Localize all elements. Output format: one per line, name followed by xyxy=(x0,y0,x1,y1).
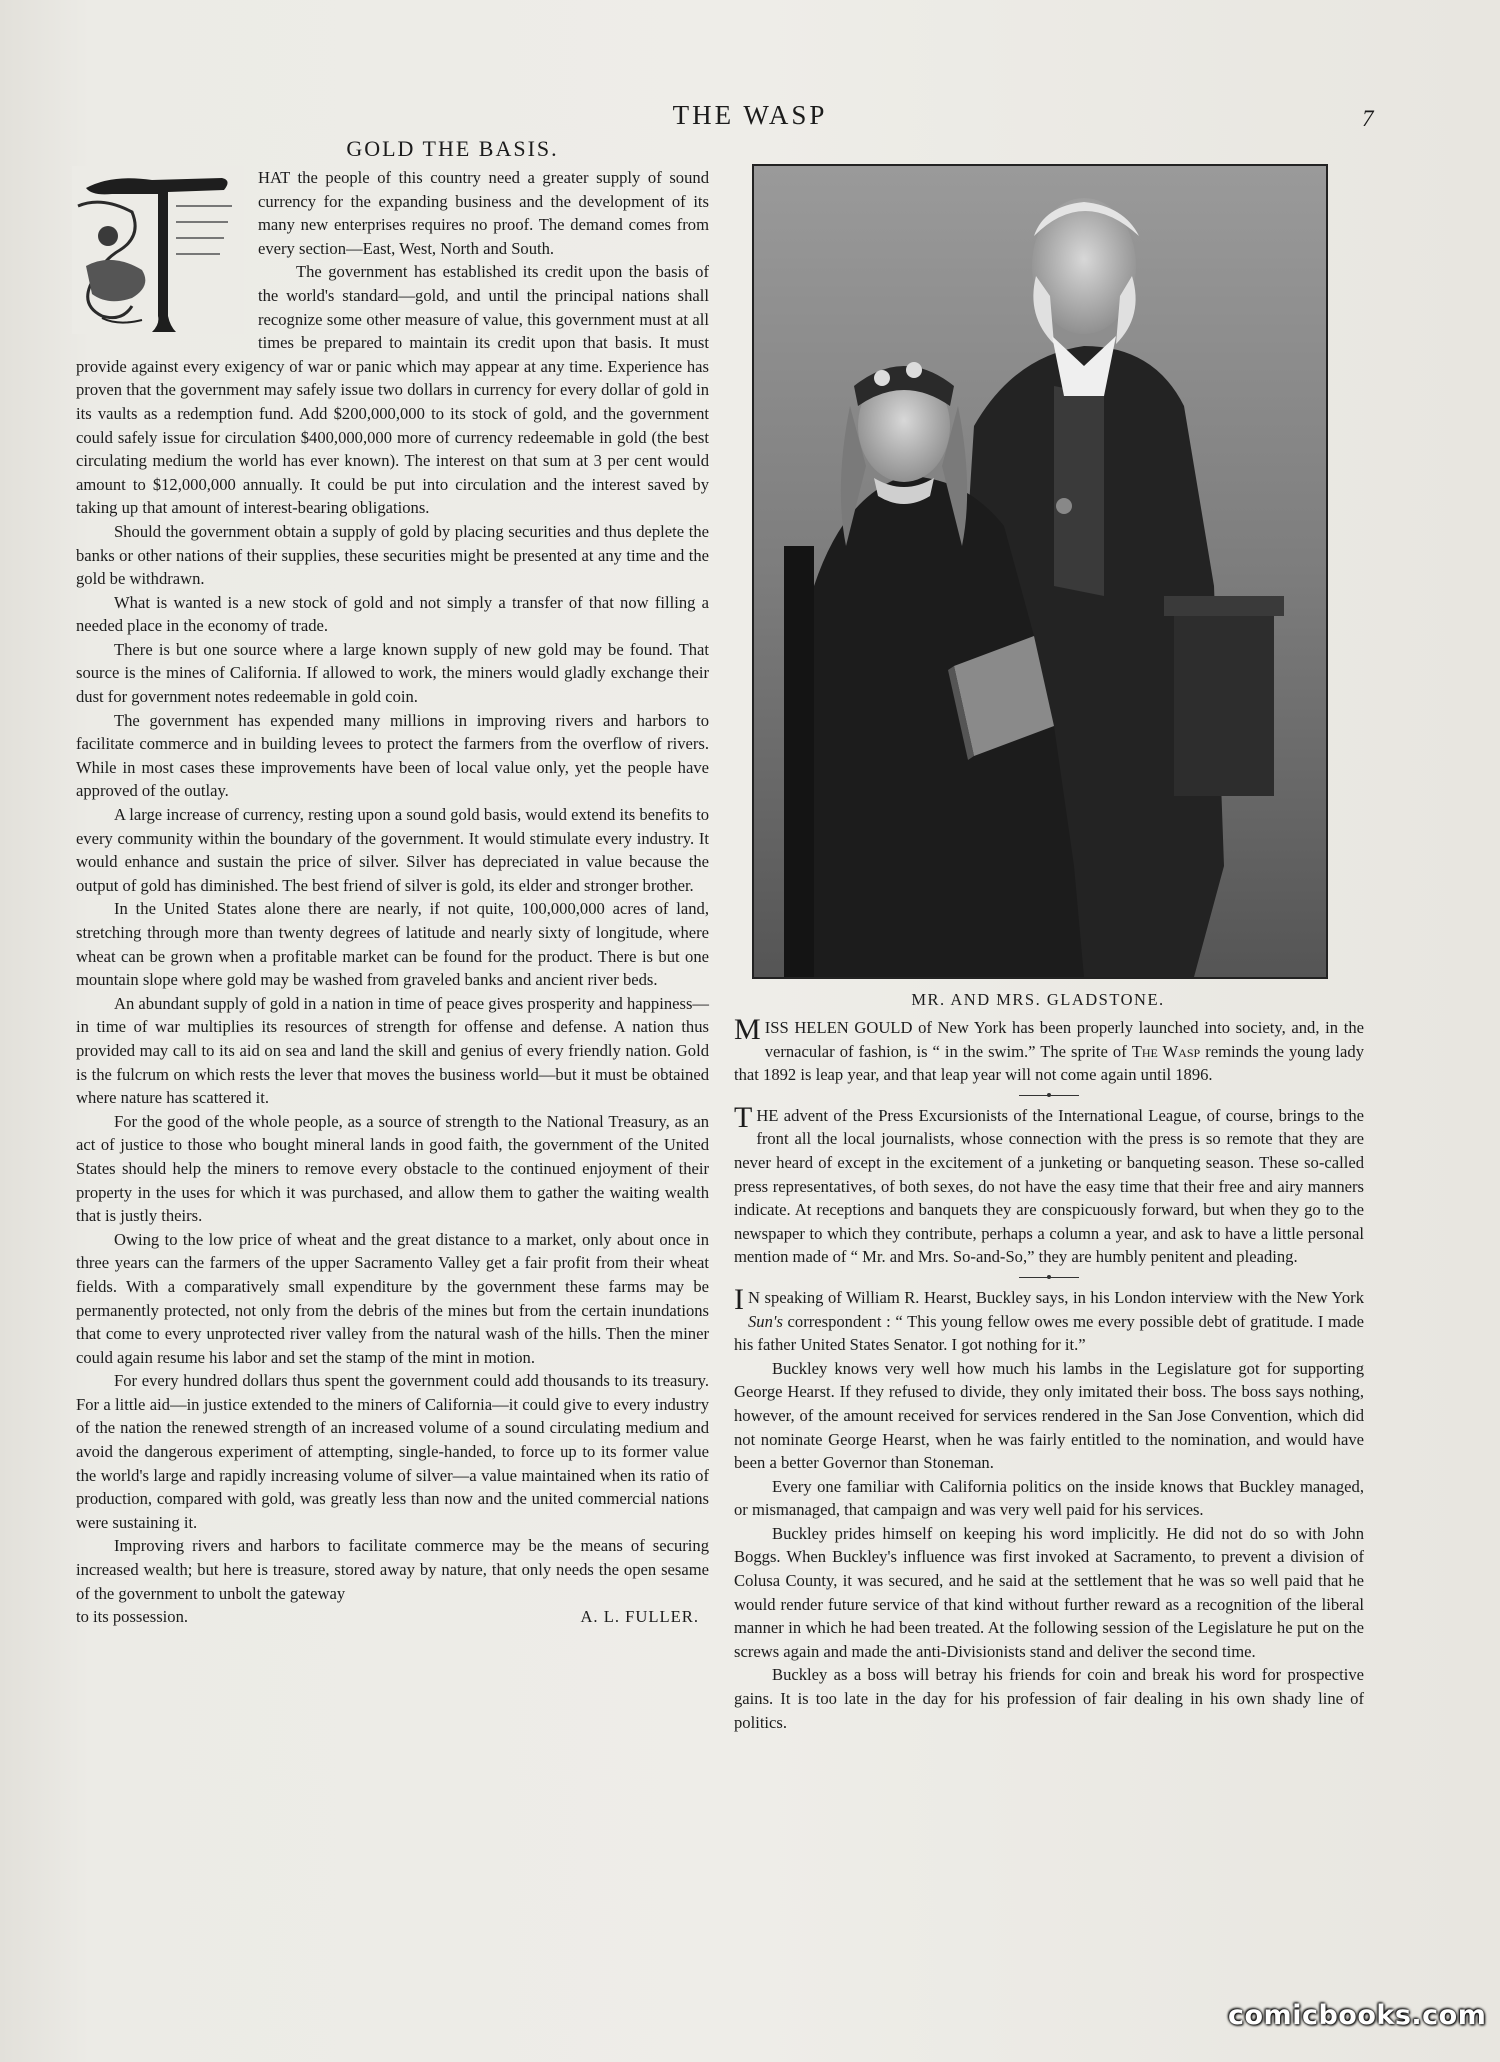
article-paragraph: The government has expended many millions in improving rivers and harbors to facilitate commerce and in building levees to protect the farmers from the overflow of rivers. While in most cases these improvements have been of local value only, yet the people have approved of the outlay. xyxy=(76,710,709,801)
section-divider xyxy=(1019,1095,1079,1096)
article-paragraph: HAT the people of this country need a greater supply of sound currency for the expanding business and the development of its many new enterprises requires no proof. The demand comes from every section—East, West, North and South. xyxy=(258,168,709,258)
note-initial: I xyxy=(734,1282,744,1316)
note-paragraph: Buckley prides himself on keeping his word implicitly. He did not do so with John Boggs. When Buckley's influence was first invoked at Sacramento, to prevent a division of Colusa County, it was secured, and he said at the settlement that he was so well paid that he would render future service of that kind without further reward as a recognition of the liberal manner in which he had been treated. At the following session of the Legislature he put on the screws again and made the anti-Divisionists stand and deliver the second time. xyxy=(734,1523,1364,1661)
article-paragraph: A large increase of currency, resting upon a sound gold basis, would extend its benefits to every community within the boundary of the government. It would stimulate every industry. It would enhance and sustain the price of silver. Silver has depreciated in value because the output of gold has diminished. The best friend of silver is gold, its elder and stronger brother. xyxy=(76,805,709,895)
drop-cap-illustration xyxy=(72,166,244,334)
note-text: ISS HELEN GOULD of New York has been properly launched into society, and, in the vernacular of fashion, is “ in the swim.” The sprite of xyxy=(764,1018,1364,1061)
note-text: reminds the young lady that 1892 is leap year, and that leap year will not come again until 1896. xyxy=(734,1041,1364,1085)
sun-reference: Sun's xyxy=(748,1311,783,1331)
closing-line: to its possession. xyxy=(76,1607,189,1627)
article-paragraph: An abundant supply of gold in a nation in time of peace gives prosperity and happiness—in time of war multiplies its resources of strength for offense and defense. A nation thus provided may call to its aid on sea and land the skill and genius of every friendly nation. Gold is the fulcrum on which rests the lever that moves the business world—but it must be obtained where nature has scattered it. xyxy=(76,993,709,1108)
section-divider xyxy=(1019,1277,1079,1278)
article-paragraph: Should the government obtain a supply of gold by placing securities and thus deplete the banks or other nations of their supplies, these securities might be presented at any time and the gold be withdrawn. xyxy=(76,521,709,589)
article-paragraph: In the United States alone there are nearly, if not quite, 100,000,000 acres of land, stretching through more than twenty degrees of latitude and nearly sixty of longitude, where wheat can be grown when a profitable market can be found for the product. There is but one mountain slope where gold may be washed from graveled banks and ancient river beds. xyxy=(76,899,709,990)
gold-article xyxy=(76,136,709,1629)
article-paragraph: For the good of the whole people, as a source of strength to the National Treasury, as an act of justice to those who bought mineral lands in good faith, the government of the United States should help the miners to remove every obstacle to the continued enjoyment of their property in the uses for which it was purchased, and allow them to gather the waiting wealth that is justly theirs. xyxy=(76,1111,709,1226)
article-paragraph: For every hundred dollars thus spent the government could add thousands to its treasury. For a little aid—in justice extended to the miners of California—it could give to every industry of the nation the renewed strength of an increased volume of a sound circulating medium and avoid the dangerous experiment of attempting, single-handed, to force up to its former value the world's large and rapidly increasing volume of silver—a value maintained when its ratio of production, compared with gold, was greatly less than now and the united commercial nations were sustaining it. xyxy=(76,1371,709,1532)
note-text: N speaking of William R. Hearst, Buckley says, in his London interview with the New York xyxy=(748,1287,1364,1307)
note-text: HE advent of the Press Excursionists of the International League, of course, brings to the front all the local journalists, whose connection with the press is so remote that they are never heard of except in the excitement of a junketing or banqueting season. These so-called press representatives, of both sexes, do not have the easy time that their free and airy manners indicate. At receptions and banquets they are conspicuously forward, but when they go to the newspaper to which they contribute, perhaps a column a year, and ask to have a little personal mention made of “ Mr. and Mrs. So-and-So,” they are humbly penitent and pleading. xyxy=(734,1105,1364,1267)
article-paragraph: What is wanted is a new stock of gold and not simply a transfer of that now filling a needed place in the economy of trade. xyxy=(76,592,709,636)
article-paragraph: Improving rivers and harbors to facilitate commerce may be the means of securing increased wealth; but here is treasure, stored away by nature, that only needs the open sesame of the government to unbolt the gateway xyxy=(76,1536,709,1603)
article-title: GOLD THE BASIS. xyxy=(346,136,559,161)
article-paragraph: There is but one source where a large known supply of new gold may be found. That source is the mines of California. If allowed to work, the miners would gladly exchange their dust for government notes redeemable in gold coin. xyxy=(76,639,709,707)
note-paragraph: Every one familiar with California politics on the inside knows that Buckley managed, or mismanaged, that campaign and was very well paid for his services. xyxy=(734,1476,1364,1520)
note-buckley-hearst xyxy=(734,1282,1364,1357)
editorial-notes xyxy=(734,1013,1364,1734)
page-number: 7 xyxy=(1362,106,1374,131)
note-text: correspondent : “ This young fellow owes me every possible debt of gratitude. I made his father United States Senator. I got nothing for it.” xyxy=(734,1311,1364,1355)
author-name: A. L. FULLER. xyxy=(580,1607,699,1627)
photo-caption: MR. AND MRS. GLADSTONE. xyxy=(911,990,1165,1009)
article-paragraph: Owing to the low price of wheat and the great distance to a market, only about once in three years can the farmers of the upper Sacramento Valley get a fair profit from their wheat fields. With a comparatively small expenditure by the government these farms may be permanently protected, not only from the debris of the mines but from the certain inundations that come to every unprotected river valley from the natural wash of the hills. Then the miner could again resume his labor and set the stamp of the mint in motion. xyxy=(76,1229,709,1367)
site-watermark: comicbooks.com xyxy=(1228,2000,1487,2031)
wasp-reference: The Wasp xyxy=(1131,1041,1201,1061)
note-paragraph: Buckley as a boss will betray his friends for coin and break his word for prospective gains. It is too late in the day for his profession of fair dealing in his own shady line of politics. xyxy=(734,1665,1364,1732)
article-paragraph: The government has established its credit upon the basis of the world's standard—gold, and until the principal nations shall recognize some other measure of value, this government must at all times be prepared to maintain its credit upon that basis. It must provide against every exigency of war or panic which may appear at any time. Experience has proven that the government may safely issue two dollars in currency for every dollar of gold in its vaults as a redemption fund. Add $200,000,000 to its stock of gold, and the government could safely issue for circulation $400,000,000 more of currency redeemable in gold (the best circulating medium the world has ever known). The interest on that sum at 3 per cent would amount to $12,000,000 annually. It could be put into circulation and the interest saved by taking up that amount of interest-bearing obligations. xyxy=(76,262,709,518)
decorative-drop-cap xyxy=(72,166,244,334)
note-helen-gould xyxy=(734,1013,1364,1087)
portrait-image xyxy=(754,166,1326,977)
note-paragraph: Buckley knows very well how much his lambs in the Legislature got for supporting George Hearst. If they refused to divide, they only imitated their boss. The boss says nothing, however, of the amount received for services rendered in the San Jose Convention, which did not nominate George Hearst, when he was fairly entitled to the nomination, and would have been a better Governor than Stoneman. xyxy=(734,1358,1364,1473)
note-initial: T xyxy=(734,1100,753,1134)
masthead: THE WASP xyxy=(672,100,828,130)
note-initial: M xyxy=(734,1013,761,1046)
gladstone-photograph xyxy=(752,164,1328,979)
note-press-excursionists xyxy=(734,1100,1364,1269)
article-signature-line xyxy=(76,1605,709,1629)
